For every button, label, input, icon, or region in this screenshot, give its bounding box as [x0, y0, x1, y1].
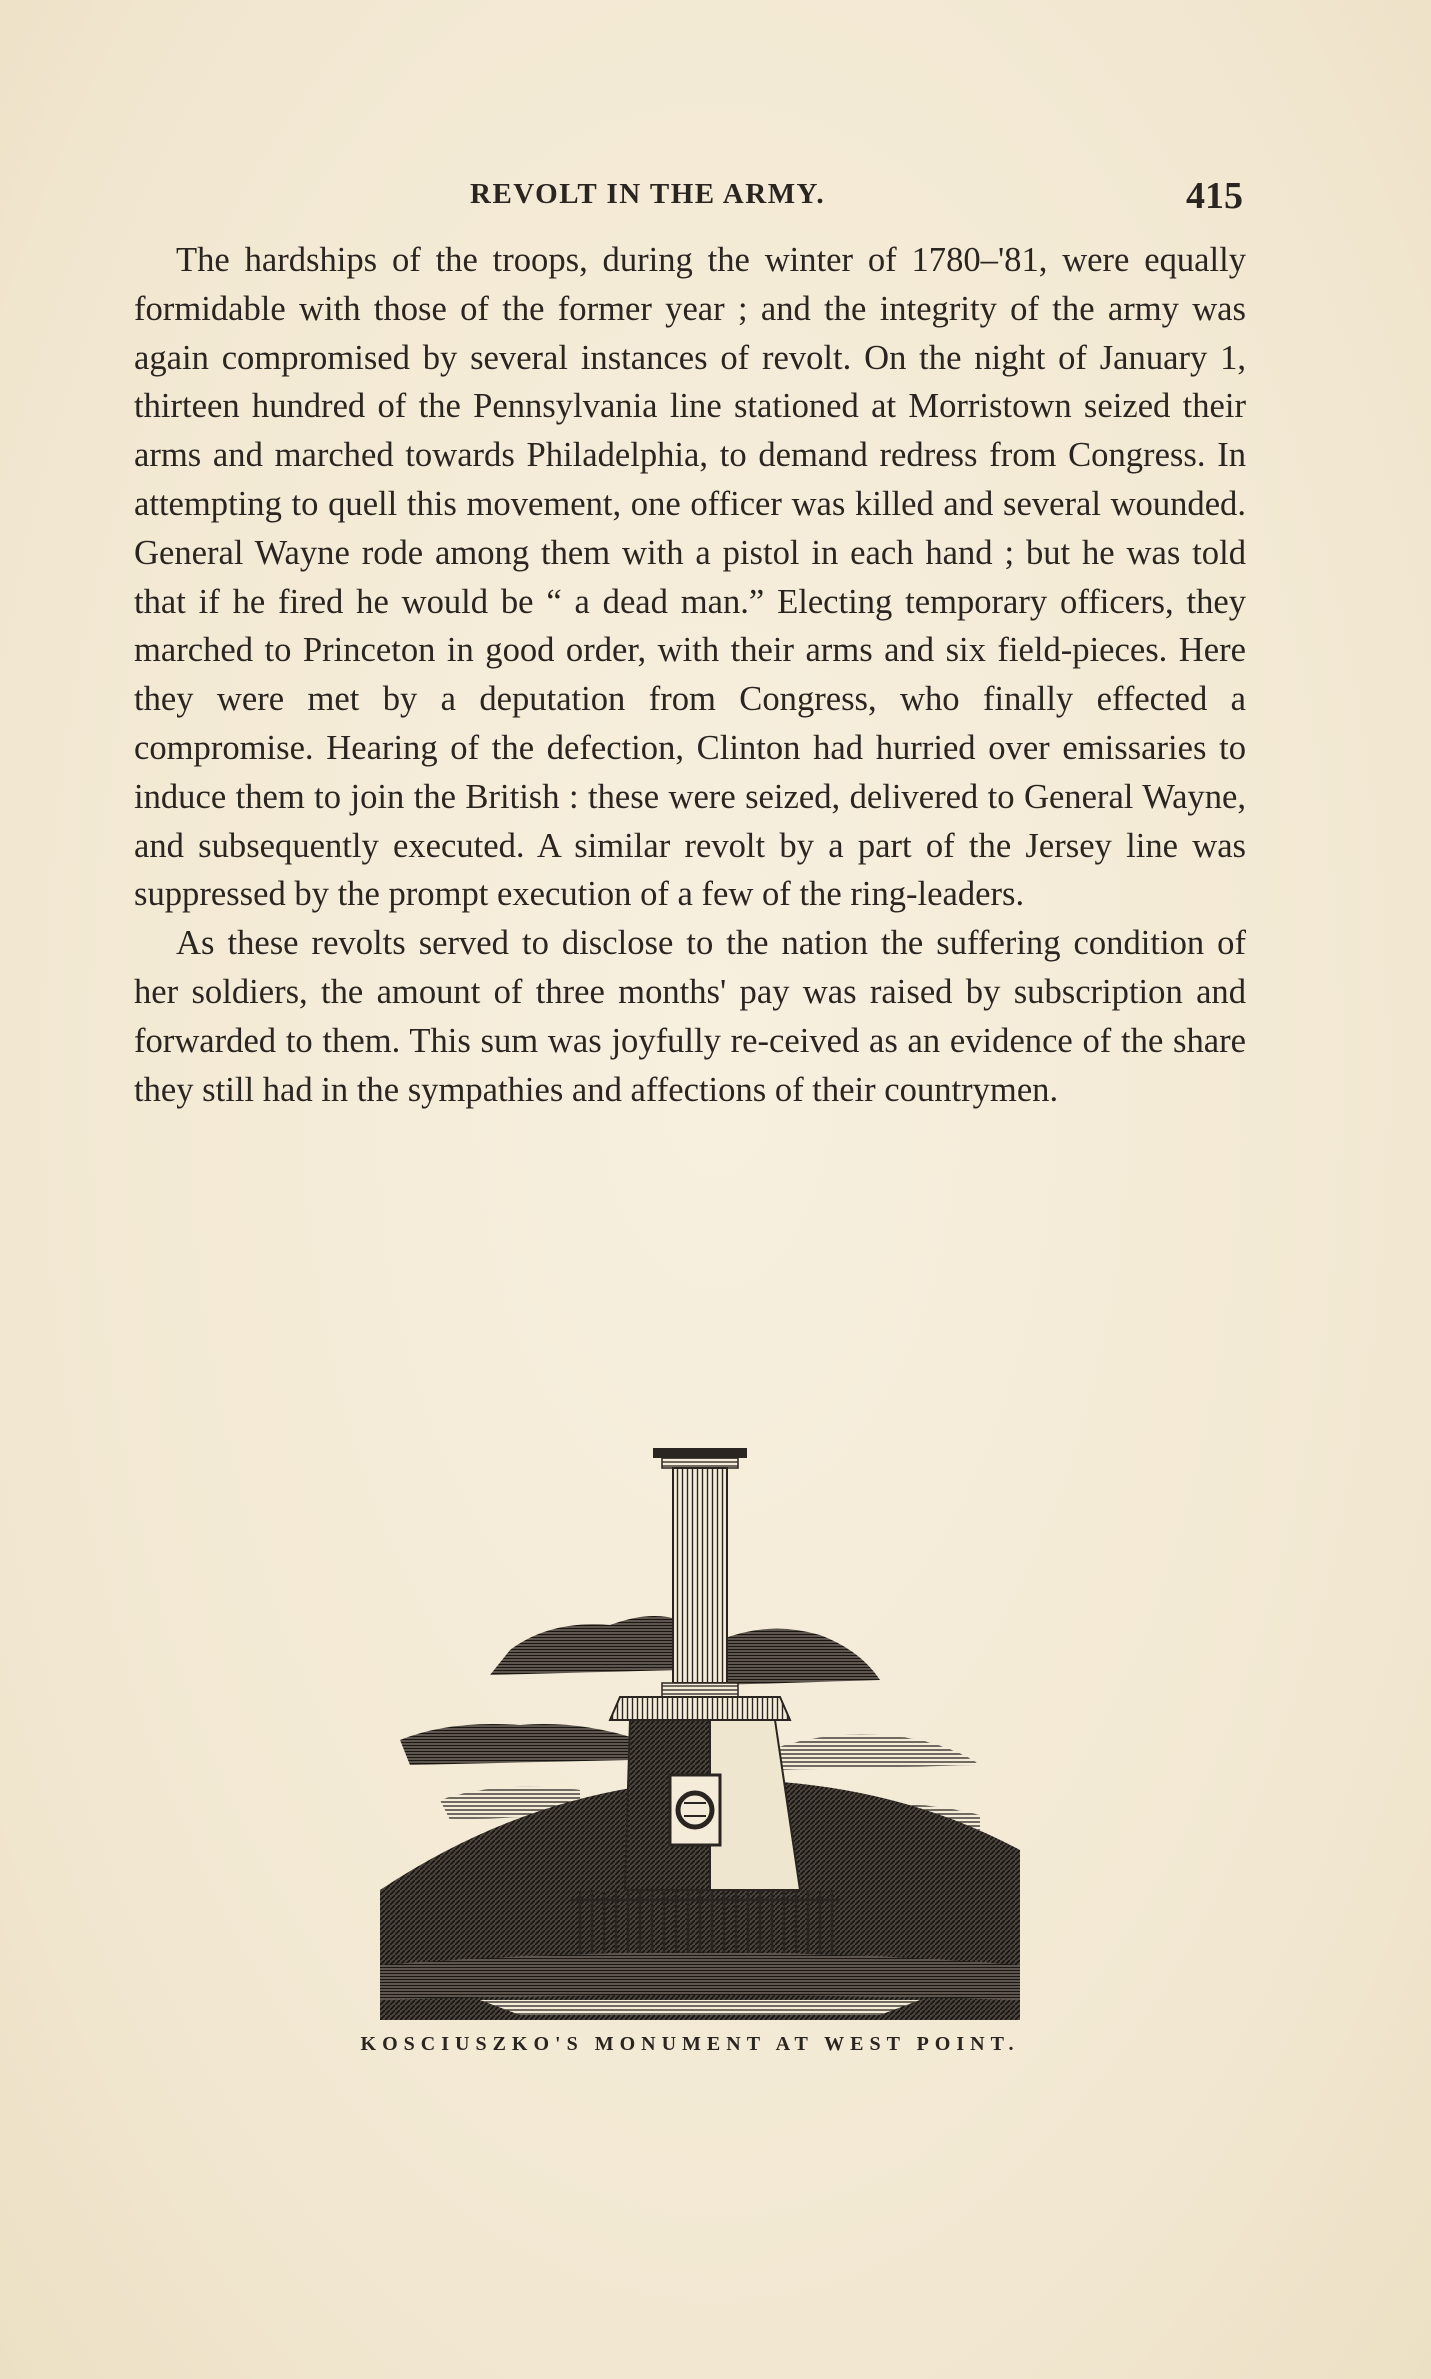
- paragraph-2: As these revolts served to disclose to the nation the suffering condition of her soldiers, the amount of three months' pay was raised by subscription and forwarded to them. This sum was joyfully re-ceived as an evidence of the share they still had in the sympathies and affections of their countrymen.: [134, 924, 1246, 1109]
- figure-caption: KOSCIUSZKO'S MONUMENT AT WEST POINT.: [360, 2033, 1020, 2055]
- page-number: 415: [1186, 175, 1243, 217]
- body-text: [134, 236, 1246, 1114]
- ground: [380, 1953, 1020, 2001]
- column-capital: [653, 1448, 747, 1458]
- page-header: [470, 174, 1270, 224]
- column-shaft: [673, 1468, 727, 1683]
- running-head: REVOLT IN THE ARMY.: [470, 178, 826, 210]
- paragraph-1: The hardships of the troops, during the winter of 1780–'81, were equally formidable with those of the former year ; and the integrity of the army was again compromised by several instances of revolt. On the night of January 1, thirteen hundred of the Pennsylvania line stationed at Morristown seized their arms and marched towards Philadelphia, to demand redress from Congress. In attempting to quell this movement, one officer was killed and several wounded. General Wayne rode among them with a pistol in each hand ; but he was told that if he fired he would be “ a dead man.” Electing temporary officers, they marched to Princeton in good order, with their arms and six field-pieces. Here they were met by a deputation from Congress, who finally effected a compromise. Hearing of the defection, Clinton had hurried over emissaries to induce them to join the British : these were seized, delivered to General Wayne, and subsequently executed. A similar revolt by a part of the Jersey line was suppressed by the prompt execution of a few of the ring-leaders.: [134, 241, 1246, 914]
- monument-engraving: [380, 1420, 1020, 2020]
- monument-illustration: [380, 1420, 1020, 2020]
- pedestal-cornice: [610, 1697, 790, 1720]
